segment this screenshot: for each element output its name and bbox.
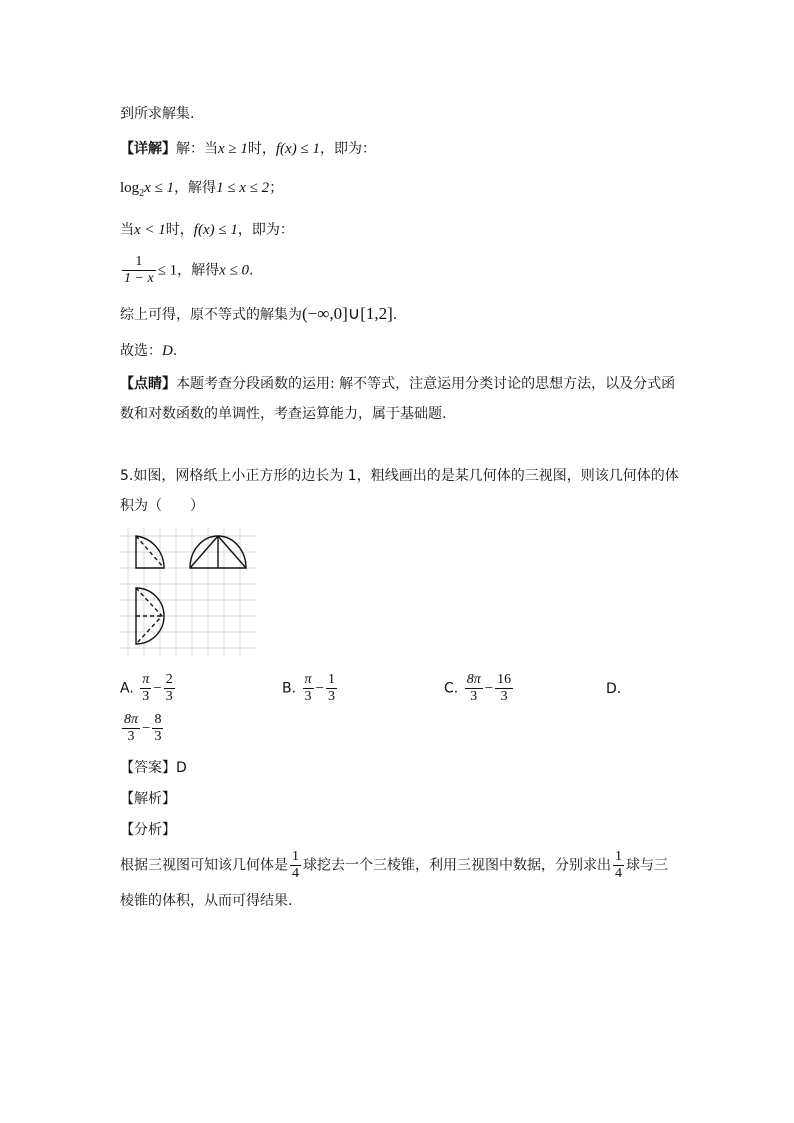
text: 时， <box>247 141 276 157</box>
three-view-figure <box>120 528 256 656</box>
option-label: C. <box>444 680 459 697</box>
text: ，解得 <box>174 180 217 196</box>
text: 球挖去一个三棱锥，利用三视图中数据，分别求出 <box>303 857 611 874</box>
analysis-sub-tag-line <box>120 820 176 840</box>
fraction: $\frac{1}{1 - x}$ <box>124 254 154 286</box>
fraction: $\frac{8\pi}{3}$ <box>124 712 139 744</box>
analysis-tag: 【解析】 <box>120 791 176 807</box>
text: 数和对数函数的单调性，考查运算能力，属于基础题. <box>120 406 447 422</box>
text: 根据三视图可知该几何体是 <box>120 857 288 874</box>
choice-line <box>120 341 177 361</box>
math: log <box>120 180 140 196</box>
answer-text: 【答案】D <box>120 760 187 776</box>
fraction: $\frac{\pi}{3}$ <box>142 672 150 704</box>
option-d-value[interactable]: $\frac{8\pi}{3}$ − $\frac{8}{3}$ <box>124 712 162 744</box>
option-c[interactable]: C. $\frac{8\pi}{3}$ − $\frac{16}{3}$ <box>444 672 512 704</box>
comment-tag: 【点睛】 <box>120 376 176 392</box>
option-b[interactable]: B. $\frac{\pi}{3}$ − $\frac{1}{3}$ <box>282 672 335 704</box>
text: 当 <box>120 222 134 238</box>
text: 故选： <box>120 343 162 359</box>
math: ≤ 1 <box>157 262 178 279</box>
text: 本题考查分段函数的运用: 解不等式，注意运用分类讨论的思想方法，以及分式函 <box>176 376 676 392</box>
comment-line-2 <box>120 404 446 424</box>
question-text: 5.如图，网格纸上小正方形的边长为 1，粗线画出的是某几何体的三视图，则该几何体的体 <box>120 468 679 484</box>
math: f(x) ≤ 1 <box>275 141 320 157</box>
option-label: B. <box>282 680 297 697</box>
solution-set: (−∞,0]∪[1,2] <box>302 304 393 323</box>
text: 综上可得，原不等式的解集为 <box>120 307 302 323</box>
fraction: $\frac{8\pi}{3}$ <box>466 672 481 704</box>
text: ，解得 <box>177 262 220 279</box>
fraction-line <box>120 254 254 287</box>
math: x ≤ 1 <box>144 180 175 196</box>
option-a[interactable]: A. $\frac{\pi}{3}$ − $\frac{2}{3}$ <box>120 672 173 704</box>
summary-line <box>120 304 397 325</box>
option-d-label[interactable] <box>606 681 621 697</box>
math-subscript: 2 <box>139 187 145 199</box>
text: . <box>172 343 178 359</box>
option-label: D. <box>606 681 622 697</box>
fraction: $\frac{1}{4}$ <box>615 849 622 881</box>
log-line <box>120 178 283 204</box>
text: ； <box>269 180 284 196</box>
analysis-line-1 <box>120 849 668 882</box>
detail-line <box>120 139 376 159</box>
question-text: 积为（ ） <box>120 498 204 514</box>
text: 时， <box>165 222 194 238</box>
text: . <box>249 262 254 279</box>
text: . <box>392 307 398 323</box>
math: x ≤ 0 <box>219 262 250 279</box>
analysis-tag-line <box>120 789 176 809</box>
math: D <box>162 343 173 359</box>
case-line <box>120 220 294 240</box>
math: 1 ≤ x ≤ 2 <box>216 180 270 196</box>
detail-tag: 【详解】 <box>120 141 176 157</box>
fraction: $\frac{\pi}{3}$ <box>304 672 312 704</box>
text: 棱锥的体积，从而可得结果. <box>120 893 293 909</box>
fraction: $\frac{16}{3}$ <box>497 672 512 704</box>
option-label: A. <box>120 680 134 697</box>
fraction: $\frac{1}{4}$ <box>292 849 299 881</box>
grid-lines <box>120 528 256 656</box>
fraction: $\frac{2}{3}$ <box>165 672 173 704</box>
text: 到所求解集. <box>120 106 195 122</box>
text: 解：当 <box>176 141 218 157</box>
text: ，即为： <box>319 141 376 157</box>
fraction: $\frac{8}{3}$ <box>154 712 162 744</box>
math: x < 1 <box>134 222 166 238</box>
math: f(x) ≤ 1 <box>193 222 238 238</box>
comment-line-1 <box>120 374 675 394</box>
math: x ≥ 1 <box>218 141 248 157</box>
text: 球与三 <box>626 857 668 874</box>
analysis-sub-tag: 【分析】 <box>120 822 176 838</box>
text: ，即为： <box>237 222 294 238</box>
analysis-line-2 <box>120 891 292 911</box>
question-5-line-2 <box>120 496 204 516</box>
answer-line <box>120 758 187 778</box>
question-5-line-1 <box>120 466 679 486</box>
text-line-1 <box>120 104 194 124</box>
fraction: $\frac{1}{3}$ <box>328 672 335 704</box>
